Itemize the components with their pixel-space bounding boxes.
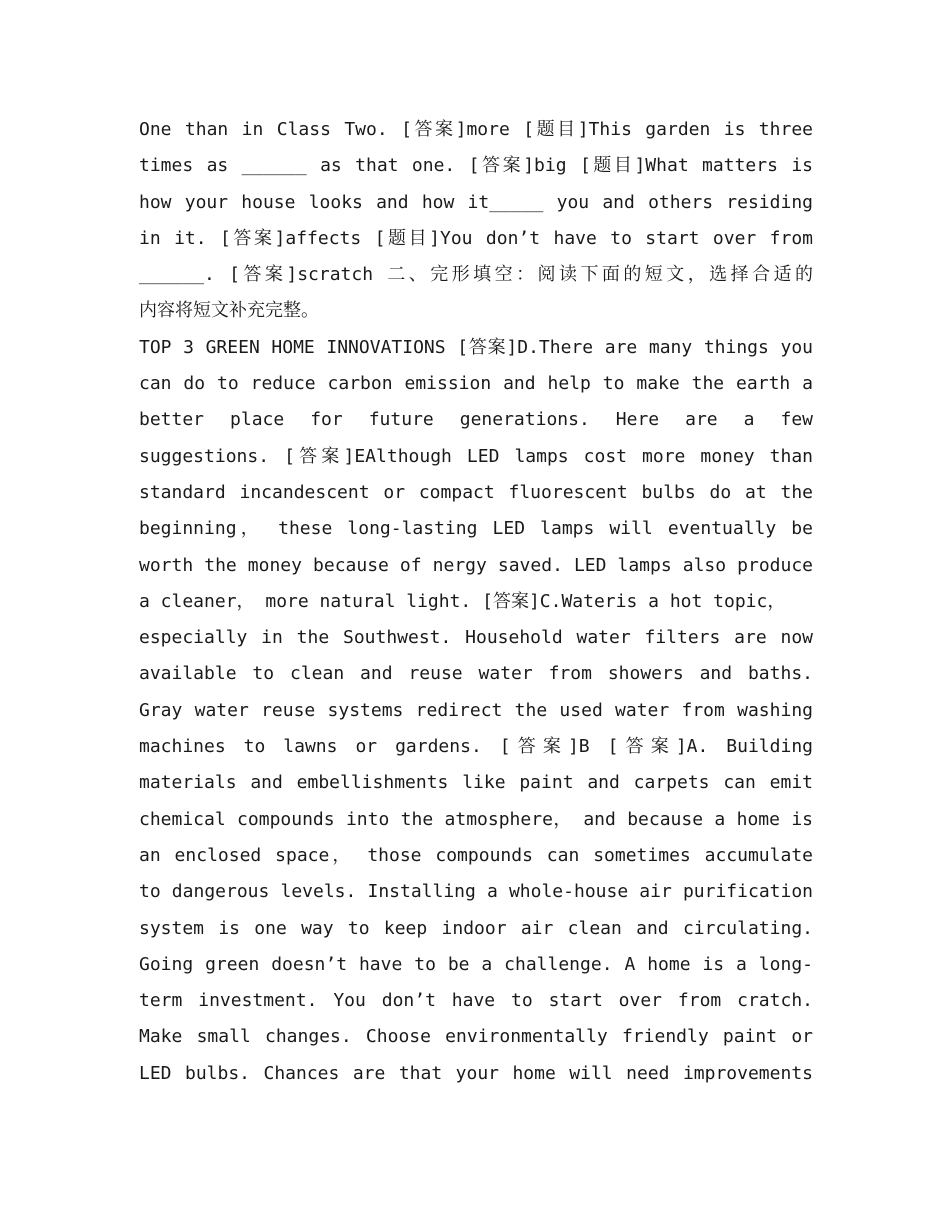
text-line: Going green doesn’t have to be a challenge. A home is a long- (139, 953, 813, 975)
text-line: beginning， these long-lasting LED lamps will eventually be (139, 518, 813, 540)
text-line: times as ______ as that one. [答案]big [题目]What matters is (139, 155, 813, 177)
document-body-text (139, 112, 813, 1092)
text-line: in it. [答案]affects [题目]You don’t have to start over from (139, 227, 813, 249)
text-line: standard incandescent or compact fluorescent bulbs do at the (139, 481, 813, 503)
text-line: 内容将短文补充完整。 (139, 300, 319, 322)
text-line: especially in the Southwest. Household water filters are now (139, 627, 813, 649)
text-line: how your house looks and how it_____ you and others residing (139, 191, 813, 213)
text-line: materials and embellishments like paint and carpets can emit (139, 772, 813, 794)
text-line: Make small changes. Choose environmentally friendly paint or (139, 1026, 813, 1048)
text-line: Gray water reuse systems redirect the used water from washing (139, 699, 813, 721)
text-line: ______. [答案]scratch 二、完形填空：阅读下面的短文，选择合适的 (139, 264, 813, 286)
text-line: One than in Class Two. [答案]more [题目]This garden is three (139, 119, 813, 140)
text-line: suggestions. [答案]EAlthough LED lamps cost more money than (139, 445, 813, 467)
text-line: TOP 3 GREEN HOME INNOVATIONS [答案]D.There are many things you (139, 336, 813, 358)
text-line: system is one way to keep indoor air clean and circulating. (139, 917, 813, 939)
text-line: term investment. You don’t have to start over from cratch. (139, 990, 813, 1012)
text-line: to dangerous levels. Installing a whole-house air purification (139, 881, 813, 903)
text-line: available to clean and reuse water from showers and baths. (139, 663, 813, 685)
text-line: can do to reduce carbon emission and help to make the earth a (139, 373, 813, 395)
text-line: chemical compounds into the atmosphere， and because a home is (139, 808, 813, 830)
text-line: machines to lawns or gardens. [答案]B [答案]A. Building (139, 736, 813, 758)
text-line: better place for future generations. Here are a few (139, 409, 813, 431)
text-line: an enclosed space， those compounds can sometimes accumulate (139, 844, 813, 866)
text-line: a cleaner， more natural light. [答案]C.Wateris a hot topic， (139, 590, 786, 612)
text-line: LED bulbs. Chances are that your home will need improvements (139, 1062, 813, 1084)
text-line: worth the money because of nergy saved. LED lamps also produce (139, 554, 813, 576)
